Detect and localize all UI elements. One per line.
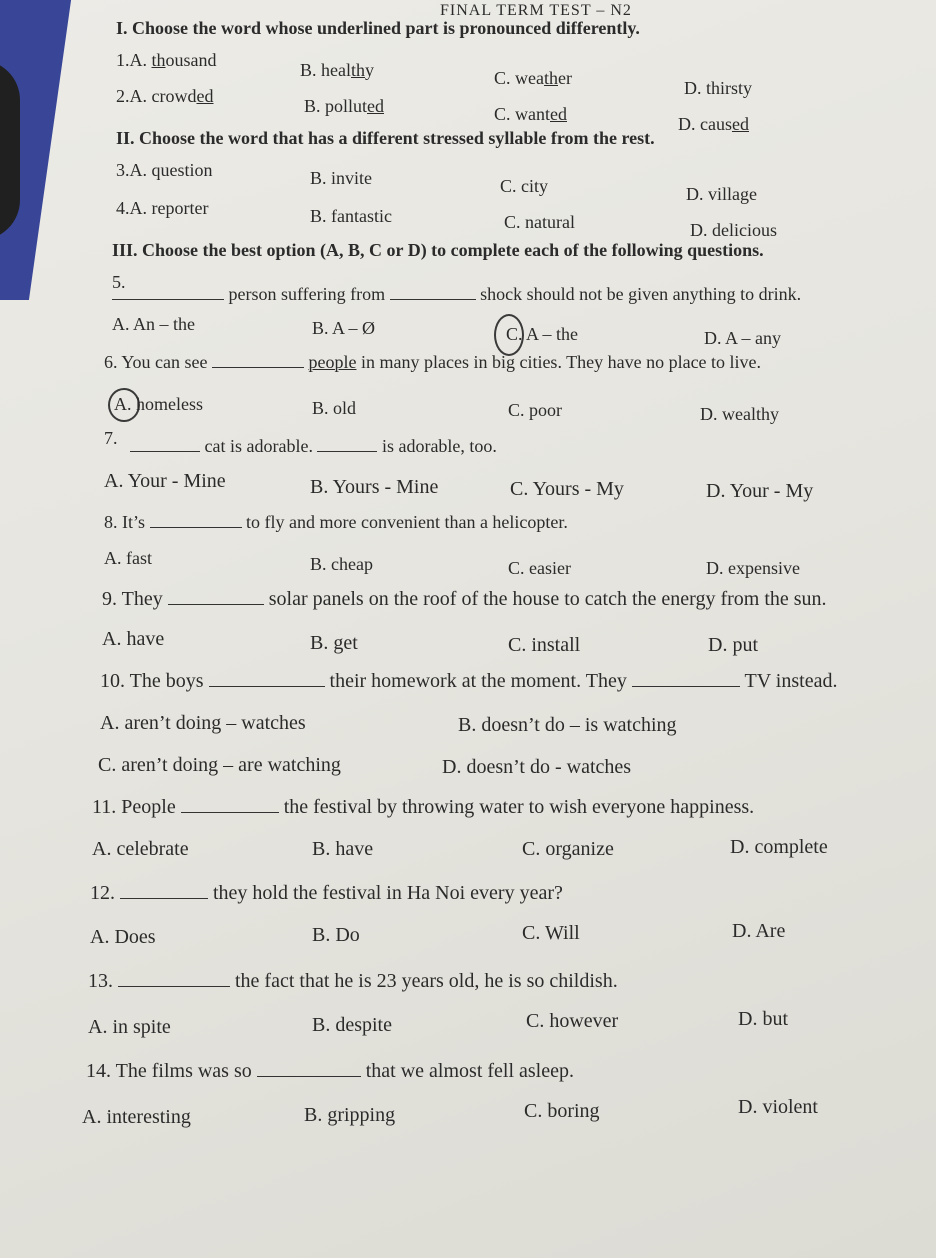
q13-blank[interactable] (118, 985, 230, 987)
q7-option-d[interactable]: D. Your - My (706, 480, 814, 502)
q12-option-a[interactable]: A. Does (90, 926, 156, 948)
q7-option-a[interactable]: A. Your - Mine (104, 470, 226, 492)
q3-option-b[interactable]: B. invite (310, 168, 372, 188)
q11-option-b[interactable]: B. have (312, 838, 374, 860)
q4-option-d[interactable]: D. delicious (690, 220, 777, 240)
q13-option-b[interactable]: B. despite (312, 1014, 392, 1036)
q12-stem: 12. they hold the festival in Ha Noi every year? (90, 882, 563, 904)
q6-option-b[interactable]: B. old (312, 398, 357, 418)
q7-blank-2[interactable] (317, 450, 377, 452)
q13-option-a[interactable]: A. in spite (88, 1016, 171, 1038)
q11-option-a[interactable]: A. celebrate (92, 838, 189, 860)
q14-option-d[interactable]: D. violent (738, 1096, 818, 1118)
section-iii-title: III. Choose the best option (A, B, C or D) to complete each of the following questions. (112, 240, 764, 260)
test-header: FINAL TERM TEST – N2 (440, 2, 632, 19)
q8-option-b[interactable]: B. cheap (310, 554, 373, 574)
q6-blank[interactable] (212, 366, 304, 368)
q11-blank[interactable] (181, 811, 279, 813)
q7-option-c[interactable]: C. Yours - My (510, 478, 624, 500)
q13-option-d[interactable]: D. but (738, 1008, 788, 1030)
section-ii-title: II. Choose the word that has a different stressed syllable from the rest. (116, 128, 655, 148)
q9-stem: 9. They solar panels on the roof of the house to catch the energy from the sun. (102, 588, 827, 610)
q14-blank[interactable] (257, 1075, 361, 1077)
q4-option-b[interactable]: B. fantastic (310, 206, 392, 226)
q5-option-b[interactable]: B. A – Ø (312, 318, 376, 338)
q11-stem: 11. People the festival by throwing water to wish everyone happiness. (92, 796, 755, 818)
q5-option-d[interactable]: D. A – any (704, 328, 782, 348)
q2-option-b[interactable]: B. polluted (304, 96, 385, 116)
q9-option-c[interactable]: C. install (508, 634, 581, 656)
q2-option-c[interactable]: C. wanted (494, 104, 567, 124)
q9-option-d[interactable]: D. put (708, 634, 758, 656)
q7-stem: cat is adorable. is adorable, too. (130, 436, 497, 457)
q1-option-d[interactable]: D. thirsty (684, 78, 753, 98)
q6-option-c[interactable]: C. poor (508, 400, 562, 420)
q8-option-a[interactable]: A. fast (104, 548, 152, 568)
q10-option-c[interactable]: C. aren’t doing – are watching (98, 754, 341, 776)
q3-option-d[interactable]: D. village (686, 184, 757, 204)
q14-option-c[interactable]: C. boring (524, 1100, 600, 1122)
q14-stem: 14. The films was so that we almost fell asleep. (86, 1060, 574, 1082)
q6-option-a[interactable]: A. homeless (114, 394, 203, 414)
q8-blank[interactable] (150, 526, 242, 528)
q8-stem: 8. It’s to fly and more convenient than a helicopter. (104, 512, 568, 532)
q4-option-a[interactable]: 4.A. reporter (116, 198, 209, 218)
q5-number: 5. (112, 272, 126, 292)
q5-option-c[interactable]: C. A – the (506, 324, 579, 344)
q10-stem: 10. The boys their homework at the moment. They TV instead. (100, 670, 838, 692)
q13-option-c[interactable]: C. however (526, 1010, 619, 1032)
q12-blank[interactable] (120, 897, 208, 899)
q10-blank-1[interactable] (209, 685, 325, 687)
q1-option-a[interactable]: 1.A. thousand (116, 50, 217, 70)
q14-option-a[interactable]: A. interesting (82, 1106, 191, 1128)
q5-option-a[interactable]: A. An – the (112, 314, 195, 334)
q3-option-c[interactable]: C. city (500, 176, 548, 196)
q5-stem: person suffering from shock should not be given anything to drink. (112, 284, 801, 305)
q14-option-b[interactable]: B. gripping (304, 1104, 396, 1126)
q1-option-c[interactable]: C. weather (494, 68, 572, 88)
q2-option-a[interactable]: 2.A. crowded (116, 86, 214, 106)
q11-option-d[interactable]: D. complete (730, 836, 828, 858)
q8-option-d[interactable]: D. expensive (706, 558, 800, 578)
q12-option-b[interactable]: B. Do (312, 924, 360, 946)
q13-stem: 13. the fact that he is 23 years old, he is so childish. (88, 970, 618, 992)
q9-option-b[interactable]: B. get (310, 632, 358, 654)
q10-option-a[interactable]: A. aren’t doing – watches (100, 712, 306, 734)
q10-blank-2[interactable] (632, 685, 740, 687)
q11-option-c[interactable]: C. organize (522, 838, 614, 860)
section-i-title: I. Choose the word whose underlined part is pronounced differently. (116, 18, 640, 38)
q3-option-a[interactable]: 3.A. question (116, 160, 213, 180)
q5-blank-1[interactable] (112, 298, 224, 300)
q10-option-b[interactable]: B. doesn’t do – is watching (458, 714, 677, 736)
q6-option-d[interactable]: D. wealthy (700, 404, 779, 424)
q8-option-c[interactable]: C. easier (508, 558, 571, 578)
q9-blank[interactable] (168, 603, 264, 605)
q4-option-c[interactable]: C. natural (504, 212, 575, 232)
q7-option-b[interactable]: B. Yours - Mine (310, 476, 439, 498)
q10-option-d[interactable]: D. doesn’t do - watches (442, 756, 632, 778)
q7-blank-1[interactable] (130, 450, 200, 452)
q12-option-c[interactable]: C. Will (522, 922, 580, 944)
q9-option-a[interactable]: A. have (102, 628, 165, 650)
q1-option-b[interactable]: B. healthy (300, 60, 375, 80)
q6-stem: 6. You can see people in many places in big cities. They have no place to live. (104, 352, 762, 372)
q12-option-d[interactable]: D. Are (732, 920, 786, 942)
q2-option-d[interactable]: D. caused (678, 114, 749, 134)
q7-number: 7. (104, 428, 118, 448)
q5-blank-2[interactable] (390, 298, 476, 300)
